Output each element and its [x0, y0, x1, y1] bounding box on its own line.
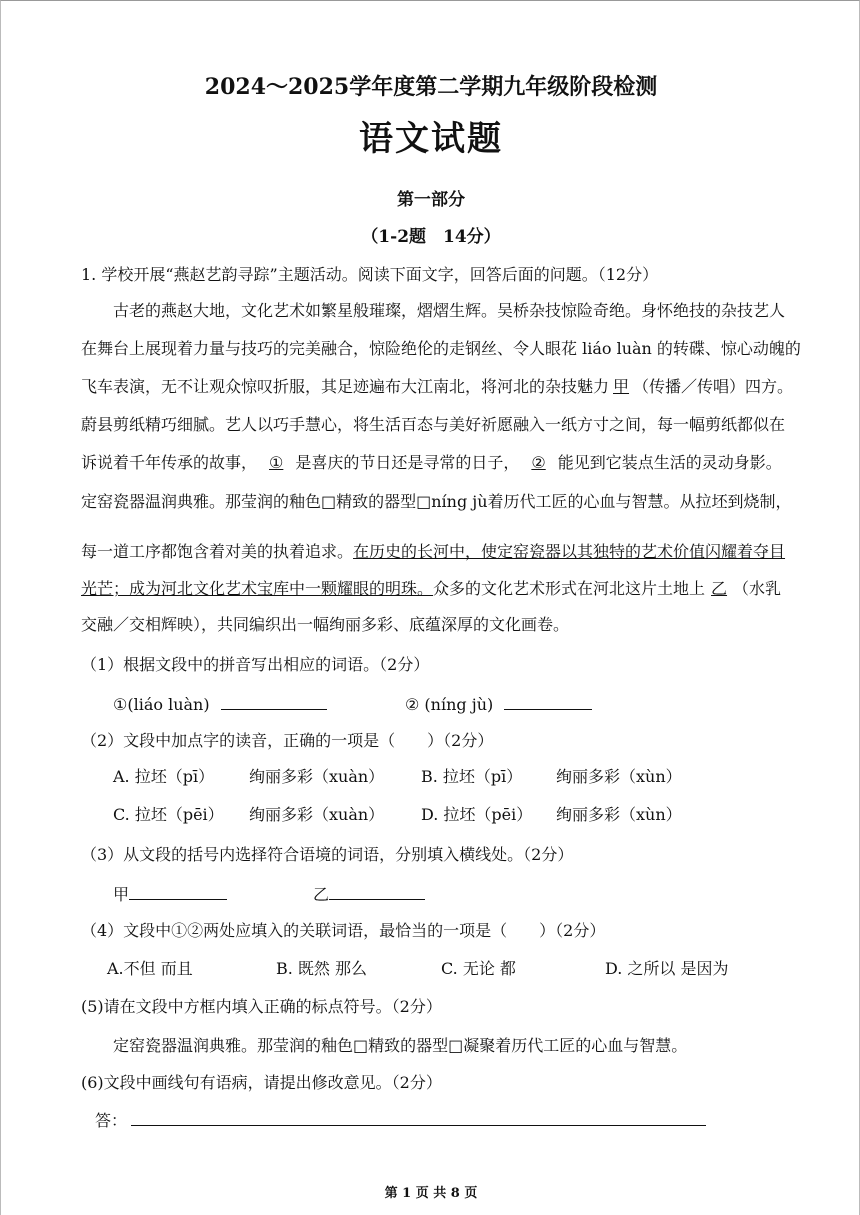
question1-stem: 1. 学校开展“燕赵艺韵寻踪”主题活动。阅读下面文字，回答后面的问题。（12分）	[81, 265, 659, 284]
passage-line-9: 交融／交相辉映），共同编织出一幅绚丽多彩、底蕴深厚的文化画卷。	[81, 615, 570, 634]
passage-line-7-text: 每一道工序都饱含着对美的执着追求。	[81, 542, 354, 561]
option-c-word-2: 绚丽多彩（xuàn）	[249, 805, 385, 824]
conjunction-option-c: C. 无论 都	[441, 959, 516, 978]
part-range: （1-2题 14分）	[361, 227, 501, 247]
blank-2-marker: ②	[531, 453, 546, 472]
conjunction-option-b: B. 既然 那么	[276, 959, 368, 978]
punctuation-sentence: 定窑瓷器温润典雅。那莹润的釉色□精致的器型□凝聚着历代工匠的心血与智慧。	[113, 1036, 688, 1055]
jia-answer	[113, 883, 227, 905]
option-a-word-1: A. 拉坯（pī）	[113, 767, 215, 786]
conjunction-option-d: D. 之所以 是因为	[605, 959, 729, 978]
passage-line-7	[81, 542, 785, 562]
subject-title: 语文试题	[359, 119, 503, 159]
passage-line-5-text-c: 能见到它装点生活的灵动身影。	[557, 453, 782, 472]
exam-title: 2024～2025学年度第二学期九年级阶段检测	[204, 74, 658, 100]
blank-jia-marker: 甲	[613, 377, 630, 396]
sub-question-3-prompt: （3）从文段的括号内选择符合语境的词语，分别填入横线处。（2分）	[81, 845, 574, 864]
yi-answer	[313, 883, 425, 905]
passage-line-3	[81, 377, 793, 397]
underlined-sentence-part-2: 光芒；成为河北文化艺术宝库中一颗耀眼的明珠。	[81, 579, 434, 598]
pinyin-ning-ju: ② (níng jù)	[405, 695, 494, 714]
answer-label: 答：	[95, 1111, 128, 1130]
passage-line-3-text: 飞车表演，无不让观众惊叹折服，其足迹遍布大江南北，将河北的杂技魅力	[81, 377, 610, 396]
sub-question-6-prompt: (6)文段中画线句有语病，请提出修改意见。（2分）	[81, 1073, 442, 1092]
option-d-word-1: D. 拉坯（pēi）	[421, 805, 533, 824]
passage-line-6: 定窑瓷器温润典雅。那莹润的釉色□精致的器型□níng jù着历代工匠的心血与智慧。从拉坯到烧制，	[81, 492, 792, 511]
jia-answer-blank[interactable]	[129, 883, 227, 900]
sub-question-5-prompt: (5)请在文段中方框内填入正确的标点符号。（2分）	[81, 997, 442, 1016]
passage-line-1: 古老的燕赵大地，文化艺术如繁星般璀璨，熠熠生辉。吴桥杂技惊险奇绝。身怀绝技的杂技艺人	[113, 301, 786, 320]
answer-line[interactable]	[131, 1125, 706, 1126]
answer-blank-2[interactable]	[504, 693, 592, 710]
page-footer: 第 1 页 共 8 页	[384, 1186, 478, 1201]
conjunction-option-a: A.不但 而且	[107, 959, 193, 978]
passage-line-8-text: 众多的文化艺术形式在河北这片土地上	[433, 579, 706, 598]
jia-label: 甲	[113, 885, 130, 904]
sub-question-1-item-1	[113, 693, 327, 715]
passage-line-5-text-a: 诉说着千年传承的故事，	[81, 453, 258, 472]
yi-answer-blank[interactable]	[329, 883, 425, 900]
option-d-word-2: 绚丽多彩（xùn）	[556, 805, 682, 824]
option-c-word-1: C. 拉坯（pēi）	[113, 805, 224, 824]
pinyin-liao-luan: ①(liáo luàn)	[113, 695, 210, 714]
option-b-word-2: 绚丽多彩（xùn）	[556, 767, 682, 786]
blank-1-marker: ①	[269, 453, 284, 472]
underlined-sentence-part-1: 在历史的长河中，使定窑瓷器以其独特的艺术价值闪耀着夺目	[353, 542, 786, 561]
option-a-word-2: 绚丽多彩（xuàn）	[249, 767, 385, 786]
option-b-word-1: B. 拉坯（pī）	[421, 767, 523, 786]
passage-line-8	[81, 579, 781, 599]
passage-line-4: 蔚县剪纸精巧细腻。艺人以巧手慧心，将生活百态与美好祈愿融入一纸方寸之间，每一幅剪纸都似在	[81, 415, 786, 434]
part-title: 第一部分	[397, 190, 465, 210]
passage-line-8-options: （水乳	[733, 579, 782, 598]
sub-question-2-prompt: （2）文段中加点字的读音，正确的一项是（ ）（2分）	[81, 731, 494, 750]
passage-line-5-text-b: 是喜庆的节日还是寻常的日子，	[295, 453, 520, 472]
passage-line-5	[81, 453, 782, 473]
blank-yi-marker: 乙	[711, 579, 728, 598]
answer-blank-1[interactable]	[221, 693, 327, 710]
passage-line-2: 在舞台上展现着力量与技巧的完美融合，惊险绝伦的走钢丝、令人眼花 liáo luàn 的转碟、惊心动魄的	[81, 339, 801, 358]
passage-line-3-options: （传播／传唱）四方。	[633, 377, 794, 396]
yi-label: 乙	[313, 885, 330, 904]
sub-question-4-prompt: （4）文段中①②两处应填入的关联词语，最恰当的一项是（ ）（2分）	[81, 921, 606, 940]
sub-question-1-item-2	[405, 693, 592, 715]
sub-question-1-prompt: （1）根据文段中的拼音写出相应的词语。（2分）	[81, 655, 430, 674]
